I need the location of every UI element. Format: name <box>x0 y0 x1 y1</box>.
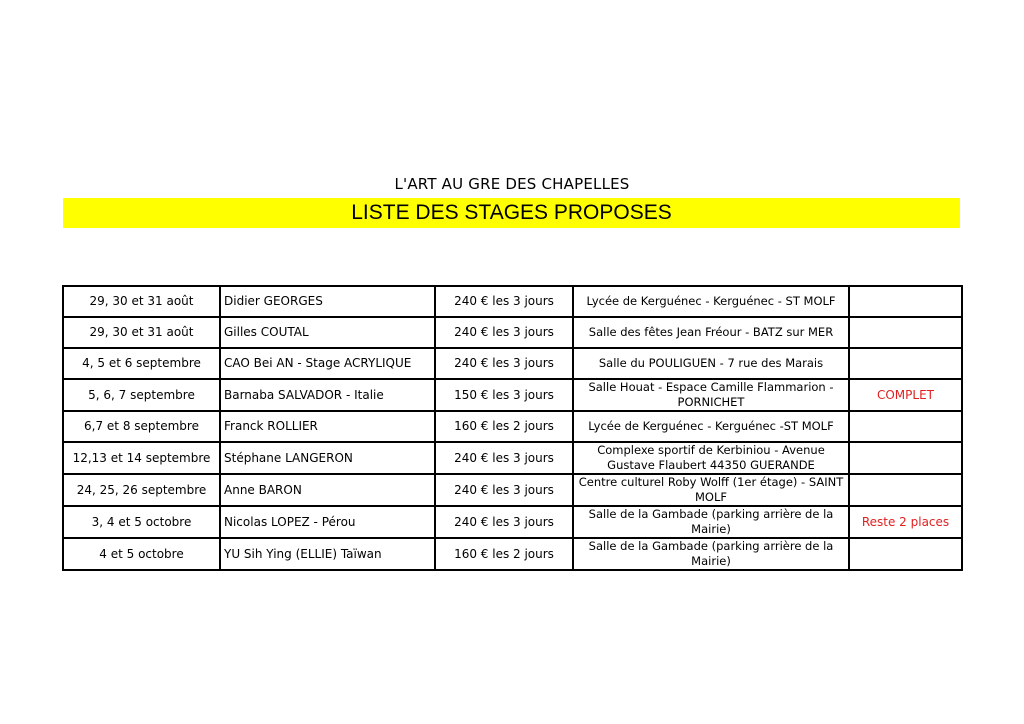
stage-location-cell: Centre culturel Roby Wolff (1er étage) - SAINT MOLF <box>573 474 849 506</box>
table-row <box>63 317 962 348</box>
stage-artist-cell: Didier GEORGES <box>220 286 435 317</box>
stage-status-cell <box>849 411 962 442</box>
document-title-banner: LISTE DES STAGES PROPOSES <box>63 198 960 228</box>
document-subtitle: L'ART AU GRE DES CHAPELLES <box>394 175 630 193</box>
stage-status-cell <box>849 348 962 379</box>
stages-table-body <box>63 286 962 570</box>
stage-price-cell: 240 € les 3 jours <box>435 317 573 348</box>
stage-status-cell <box>849 317 962 348</box>
stage-status-cell <box>849 474 962 506</box>
stage-location-cell: Salle Houat - Espace Camille Flammarion - PORNICHET <box>573 379 849 411</box>
table-row <box>63 411 962 442</box>
stage-price-cell: 240 € les 3 jours <box>435 348 573 379</box>
table-row <box>63 442 962 474</box>
stage-location-cell: Salle du POULIGUEN - 7 rue des Marais <box>573 348 849 379</box>
stages-table <box>62 285 963 571</box>
stage-dates-cell: 12,13 et 14 septembre <box>63 442 220 474</box>
stage-dates-cell: 4, 5 et 6 septembre <box>63 348 220 379</box>
stage-location-cell: Lycée de Kerguénec - Kerguénec -ST MOLF <box>573 411 849 442</box>
stage-dates-cell: 4 et 5 octobre <box>63 538 220 570</box>
table-row <box>63 348 962 379</box>
stage-artist-cell: Stéphane LANGERON <box>220 442 435 474</box>
stage-dates-cell: 3, 4 et 5 octobre <box>63 506 220 538</box>
stage-price-cell: 240 € les 3 jours <box>435 506 573 538</box>
stage-dates-cell: 29, 30 et 31 août <box>63 286 220 317</box>
stage-price-cell: 160 € les 2 jours <box>435 411 573 442</box>
stage-location-cell: Salle de la Gambade (parking arrière de la Mairie) <box>573 538 849 570</box>
stage-price-cell: 150 € les 3 jours <box>435 379 573 411</box>
stage-price-cell: 240 € les 3 jours <box>435 474 573 506</box>
stage-artist-cell: YU Sih Ying (ELLIE) Taïwan <box>220 538 435 570</box>
table-row <box>63 506 962 538</box>
stage-status-cell: COMPLET <box>849 379 962 411</box>
stage-price-cell: 160 € les 2 jours <box>435 538 573 570</box>
stage-dates-cell: 29, 30 et 31 août <box>63 317 220 348</box>
stage-artist-cell: CAO Bei AN - Stage ACRYLIQUE <box>220 348 435 379</box>
stage-dates-cell: 5, 6, 7 septembre <box>63 379 220 411</box>
stage-location-cell: Complexe sportif de Kerbiniou - Avenue Gustave Flaubert 44350 GUERANDE <box>573 442 849 474</box>
table-row <box>63 538 962 570</box>
stage-location-cell: Salle de la Gambade (parking arrière de la Mairie) <box>573 506 849 538</box>
table-row <box>63 286 962 317</box>
stage-artist-cell: Nicolas LOPEZ - Pérou <box>220 506 435 538</box>
stage-status-cell <box>849 442 962 474</box>
stage-artist-cell: Gilles COUTAL <box>220 317 435 348</box>
stage-dates-cell: 6,7 et 8 septembre <box>63 411 220 442</box>
stage-location-cell: Salle des fêtes Jean Fréour - BATZ sur MER <box>573 317 849 348</box>
stage-artist-cell: Barnaba SALVADOR - Italie <box>220 379 435 411</box>
stage-dates-cell: 24, 25, 26 septembre <box>63 474 220 506</box>
stage-status-cell <box>849 538 962 570</box>
stage-price-cell: 240 € les 3 jours <box>435 442 573 474</box>
stage-status-cell <box>849 286 962 317</box>
stage-location-cell: Lycée de Kerguénec - Kerguénec - ST MOLF <box>573 286 849 317</box>
table-row <box>63 474 962 506</box>
stage-artist-cell: Franck ROLLIER <box>220 411 435 442</box>
table-row <box>63 379 962 411</box>
stage-artist-cell: Anne BARON <box>220 474 435 506</box>
stage-price-cell: 240 € les 3 jours <box>435 286 573 317</box>
stage-status-cell: Reste 2 places <box>849 506 962 538</box>
